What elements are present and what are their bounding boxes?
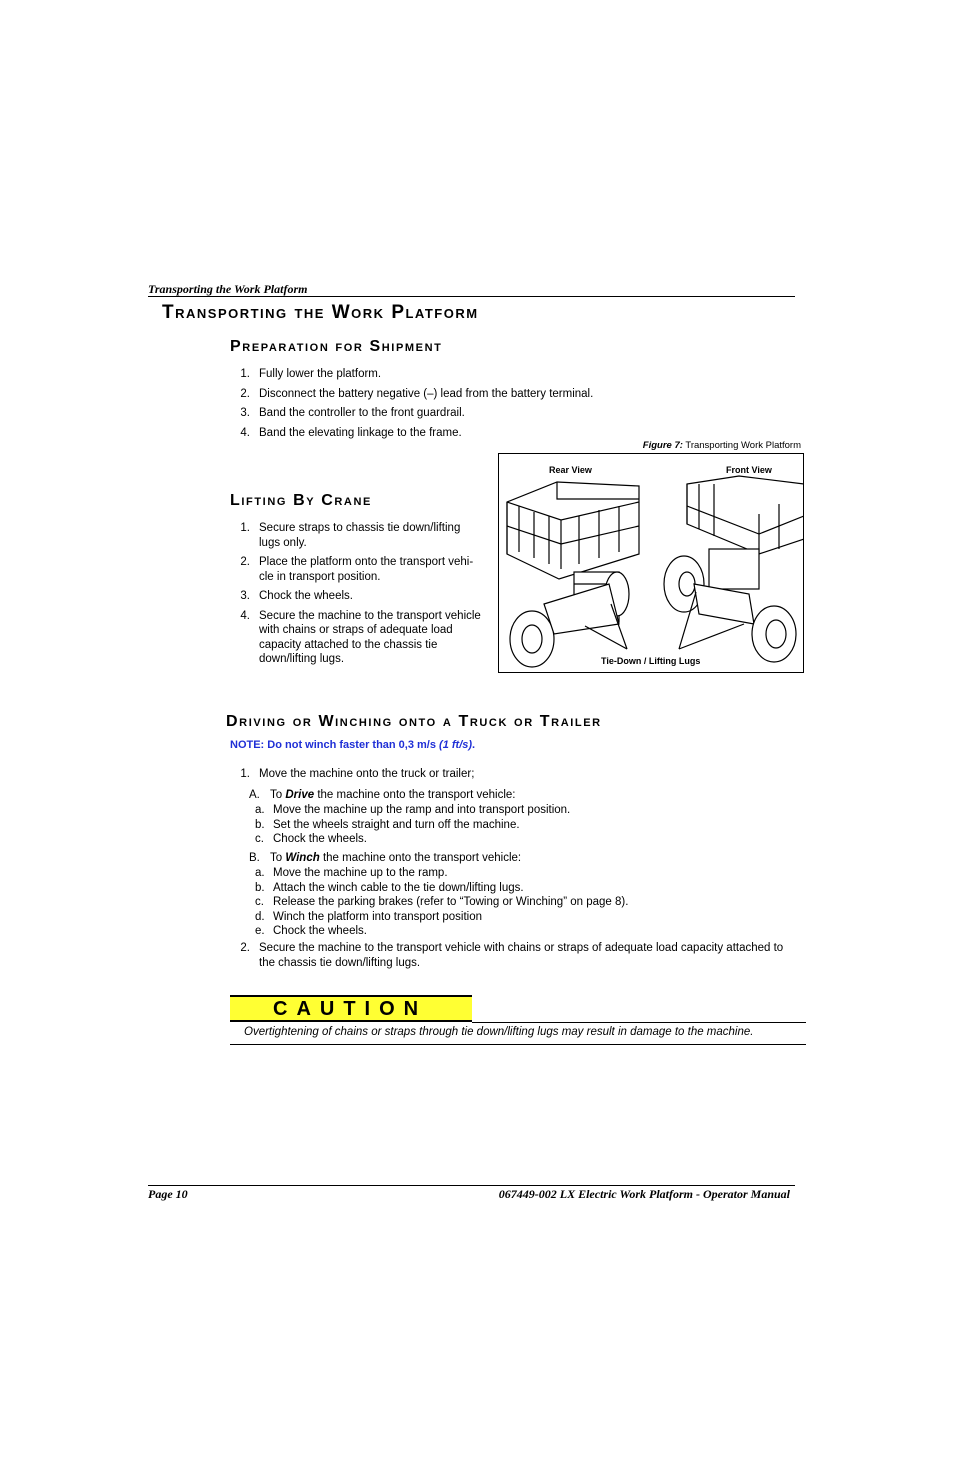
list-item: 3. Chock the wheels.	[240, 590, 353, 602]
list-item: 2. Place the platform onto the transport vehi- cle in transport position.	[240, 556, 474, 583]
caution-banner	[230, 995, 472, 1022]
list-item: 2. Disconnect the battery negative (–) lead from the battery terminal.	[240, 387, 594, 400]
list-item: a. Move the machine up the ramp and into transport position.	[255, 804, 571, 816]
list-item: 1. Move the machine onto the truck or trailer;	[240, 768, 475, 780]
list-item: 4. Secure the machine to the transport vehicle with chains or straps of adequate load capacity attached to the chassis tie down/lifting lugs.	[240, 609, 481, 665]
caution-text: Overtightening of chains or straps through tie down/lifting lugs may result in damage to the machine.	[244, 1026, 754, 1038]
list-item: a. Move the machine up to the ramp.	[255, 867, 448, 879]
list-item: A. To Drive the machine onto the transport vehicle:	[249, 789, 516, 801]
list-item: 1. Secure straps to chassis tie down/lifting lugs only.	[240, 522, 461, 549]
list-item: B. To Winch the machine onto the transport vehicle:	[249, 852, 522, 864]
footer-rule	[148, 1185, 795, 1186]
list-item: e. Chock the wheels.	[255, 925, 367, 937]
figure-caption: Figure 7: Transporting Work Platform	[642, 440, 801, 451]
list-item: b. Set the wheels straight and turn off the machine.	[255, 818, 520, 831]
lifting-list	[232, 521, 494, 669]
platform-illustration	[499, 454, 803, 672]
caution-rule-top	[472, 1022, 806, 1023]
page-title: Transporting the Work Platform	[162, 302, 479, 323]
page-number: Page 10	[148, 1187, 188, 1201]
header-rule	[148, 296, 795, 297]
prep-list	[232, 367, 732, 445]
manual-title: 067449-002 LX Electric Work Platform - Operator Manual	[498, 1187, 790, 1201]
caution-label: CAUTION	[273, 998, 428, 1020]
lugs-label: Tie-Down / Lifting Lugs	[601, 656, 701, 666]
running-header: Transporting the Work Platform	[148, 282, 308, 296]
list-item: c. Release the parking brakes (refer to “Towing or Winching” on page 8).	[255, 896, 629, 908]
figure-transporting-platform	[498, 453, 804, 673]
list-item: 2. Secure the machine to the transport vehicle with chains or straps of adequate load capacity attached to the chassis tie down/lifting lugs.	[240, 942, 784, 969]
list-item: 1. Fully lower the platform.	[240, 368, 382, 380]
section-title-driving: Driving or Winching onto a Truck or Trailer	[226, 713, 602, 730]
note-winch-speed: NOTE: Do not winch faster than 0,3 m/s (1 ft/s).	[230, 739, 476, 751]
section-title-preparation: Preparation for Shipment	[230, 338, 443, 355]
list-item: b. Attach the winch cable to the tie down/lifting lugs.	[255, 881, 524, 894]
rear-view-label: Rear View	[549, 465, 592, 475]
list-item: 3. Band the controller to the front guardrail.	[240, 407, 465, 419]
list-item: d. Winch the platform into transport position	[255, 910, 483, 923]
front-view-label: Front View	[726, 465, 772, 475]
list-item: 4. Band the elevating linkage to the frame.	[240, 426, 462, 439]
section-title-lifting: Lifting By Crane	[230, 492, 372, 509]
driving-list	[232, 767, 812, 971]
list-item: c. Chock the wheels.	[255, 833, 367, 845]
caution-rule-bottom	[230, 1044, 806, 1045]
